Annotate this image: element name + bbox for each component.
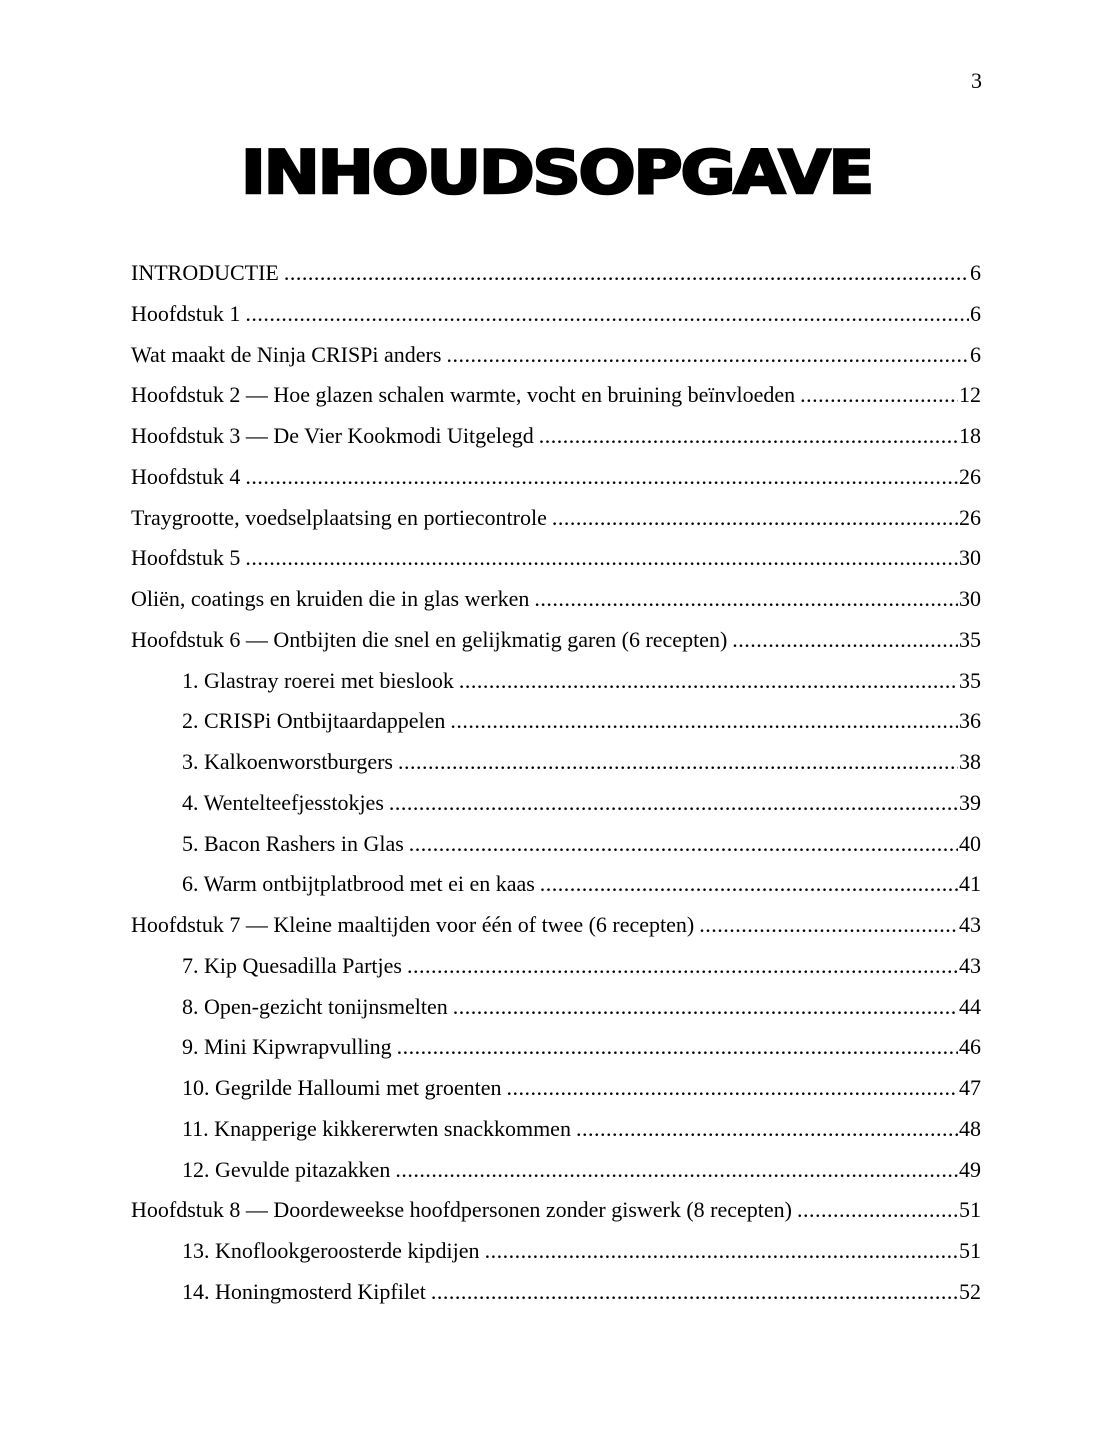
- toc-entry-page-number: 51: [959, 1238, 981, 1263]
- toc-entry-page-number: 30: [959, 545, 981, 571]
- toc-entry-label: INTRODUCTIE: [131, 260, 279, 285]
- toc-entry-label: Hoofdstuk 5: [131, 545, 241, 571]
- toc-entry-page-number: 52: [959, 1278, 981, 1304]
- toc-entry-recipe: [131, 864, 981, 905]
- toc-dot-leader: [576, 1109, 958, 1149]
- toc-entry-chapter: [131, 538, 981, 579]
- toc-entry-label: 14. Honingmosterd Kipfilet: [182, 1278, 426, 1304]
- toc-entry-chapter: [131, 498, 981, 539]
- table-of-contents: [131, 253, 981, 1313]
- toc-entry-chapter: [131, 1190, 981, 1231]
- toc-dot-leader: [699, 905, 958, 945]
- toc-entry-label: Hoofdstuk 6 — Ontbijten die snel en gelijkmatig garen (6 recepten): [131, 626, 728, 652]
- toc-dot-leader: [534, 579, 958, 619]
- toc-entry-page-number: 38: [959, 749, 981, 774]
- toc-entry-page-number: 46: [959, 1034, 981, 1060]
- toc-entry-recipe: [131, 1068, 981, 1109]
- toc-dot-leader: [450, 701, 958, 741]
- toc-entry-chapter: [131, 579, 981, 620]
- toc-dot-leader: [395, 1150, 958, 1190]
- toc-entry-label: 13. Knoflookgeroosterde kipdijen: [182, 1238, 480, 1263]
- toc-entry-label: Hoofdstuk 4: [131, 463, 241, 489]
- page-title: INHOUDSOPGAVE: [240, 138, 872, 208]
- toc-entry-recipe: [131, 1027, 981, 1068]
- toc-entry-label: Oliën, coatings en kruiden die in glas werken: [131, 586, 530, 611]
- toc-entry-page-number: 6: [970, 260, 981, 285]
- toc-entry-chapter: [131, 457, 981, 498]
- toc-dot-leader: [540, 864, 958, 904]
- toc-entry-page-number: 51: [959, 1197, 981, 1223]
- toc-entry-page-number: 44: [959, 993, 981, 1019]
- toc-entry-recipe: [131, 701, 981, 742]
- toc-dot-leader: [552, 498, 958, 538]
- toc-entry-page-number: 26: [959, 504, 981, 530]
- toc-entry-page-number: 35: [959, 626, 981, 652]
- toc-entry-label: 3. Kalkoenworstburgers: [182, 749, 393, 774]
- page-number: 3: [971, 68, 982, 93]
- toc-dot-leader: [539, 416, 958, 456]
- toc-dot-leader: [446, 335, 969, 375]
- toc-dot-leader: [398, 742, 958, 782]
- toc-entry-recipe: [131, 987, 981, 1028]
- toc-entry-recipe: [131, 1272, 981, 1313]
- toc-entry-chapter: [131, 620, 981, 661]
- toc-dot-leader: [459, 661, 958, 701]
- toc-entry-page-number: 36: [959, 708, 981, 734]
- toc-entry-recipe: [131, 783, 981, 824]
- toc-entry-label: 2. CRISPi Ontbijtaardappelen: [182, 708, 446, 734]
- toc-entry-recipe: [131, 1109, 981, 1150]
- toc-entry-chapter: [131, 905, 981, 946]
- toc-entry-page-number: 41: [959, 871, 981, 897]
- toc-entry-label: Wat maakt de Ninja CRISPi anders: [131, 341, 442, 367]
- toc-entry-recipe: [131, 742, 981, 783]
- toc-entry-label: 11. Knapperige kikkererwten snackkommen: [182, 1115, 571, 1141]
- toc-entry-page-number: 6: [970, 341, 981, 367]
- toc-dot-leader: [397, 1027, 958, 1067]
- toc-entry-label: Hoofdstuk 8 — Doordeweekse hoofdpersonen zonder giswerk (8 recepten): [131, 1197, 793, 1223]
- toc-entry-recipe: [131, 1150, 981, 1191]
- toc-dot-leader: [485, 1231, 958, 1271]
- toc-dot-leader: [409, 824, 958, 864]
- toc-entry-label: 9. Mini Kipwrapvulling: [182, 1034, 392, 1060]
- toc-entry-page-number: 47: [959, 1075, 981, 1100]
- toc-entry-recipe: [131, 1231, 981, 1272]
- toc-dot-leader: [732, 620, 958, 660]
- toc-dot-leader: [407, 946, 958, 986]
- toc-entry-page-number: 30: [959, 586, 981, 611]
- toc-entry-page-number: 40: [959, 830, 981, 856]
- toc-dot-leader: [284, 253, 969, 293]
- toc-entry-page-number: 43: [959, 952, 981, 978]
- toc-dot-leader: [431, 1272, 958, 1312]
- toc-entry-page-number: 6: [970, 300, 981, 326]
- toc-entry-label: 10. Gegrilde Halloumi met groenten: [182, 1075, 502, 1100]
- toc-entry-label: 6. Warm ontbijtplatbrood met ei en kaas: [182, 871, 535, 897]
- toc-entry-label: 12. Gevulde pitazakken: [182, 1156, 391, 1182]
- toc-entry-page-number: 26: [959, 463, 981, 489]
- toc-entry-page-number: 18: [959, 423, 981, 448]
- toc-entry-label: Hoofdstuk 3 — De Vier Kookmodi Uitgelegd: [131, 423, 534, 448]
- toc-entry-page-number: 48: [959, 1115, 981, 1141]
- toc-dot-leader: [453, 987, 958, 1027]
- toc-entry-chapter: [131, 335, 981, 376]
- toc-entry-page-number: 39: [959, 789, 981, 815]
- toc-dot-leader: [800, 375, 958, 415]
- toc-entry-label: Hoofdstuk 2 — Hoe glazen schalen warmte, vocht en bruining beïnvloeden: [131, 382, 796, 408]
- toc-entry-label: 8. Open-gezicht tonijnsmelten: [182, 993, 448, 1019]
- toc-entry-label: 7. Kip Quesadilla Partjes: [182, 952, 402, 978]
- toc-entry-label: Hoofdstuk 1: [131, 300, 241, 326]
- toc-entry-recipe: [131, 824, 981, 865]
- toc-entry-chapter: [131, 253, 981, 294]
- toc-entry-label: Hoofdstuk 7 — Kleine maaltijden voor één of twee (6 recepten): [131, 912, 695, 937]
- toc-entry-chapter: [131, 294, 981, 335]
- toc-entry-recipe: [131, 946, 981, 987]
- toc-dot-leader: [797, 1190, 958, 1230]
- toc-entry-label: 5. Bacon Rashers in Glas: [182, 830, 404, 856]
- toc-entry-page-number: 43: [959, 912, 981, 937]
- toc-entry-page-number: 49: [959, 1156, 981, 1182]
- toc-entry-chapter: [131, 416, 981, 457]
- toc-entry-recipe: [131, 661, 981, 702]
- toc-entry-chapter: [131, 375, 981, 416]
- toc-dot-leader: [389, 783, 958, 823]
- toc-dot-leader: [245, 538, 958, 578]
- toc-dot-leader: [507, 1068, 958, 1108]
- toc-entry-label: Traygrootte, voedselplaatsing en portiecontrole: [131, 504, 547, 530]
- toc-entry-page-number: 35: [959, 667, 981, 693]
- toc-entry-page-number: 12: [959, 382, 981, 408]
- toc-dot-leader: [245, 457, 958, 497]
- toc-dot-leader: [245, 294, 969, 334]
- toc-entry-label: 4. Wentelteefjesstokjes: [182, 789, 384, 815]
- toc-entry-label: 1. Glastray roerei met bieslook: [182, 667, 454, 693]
